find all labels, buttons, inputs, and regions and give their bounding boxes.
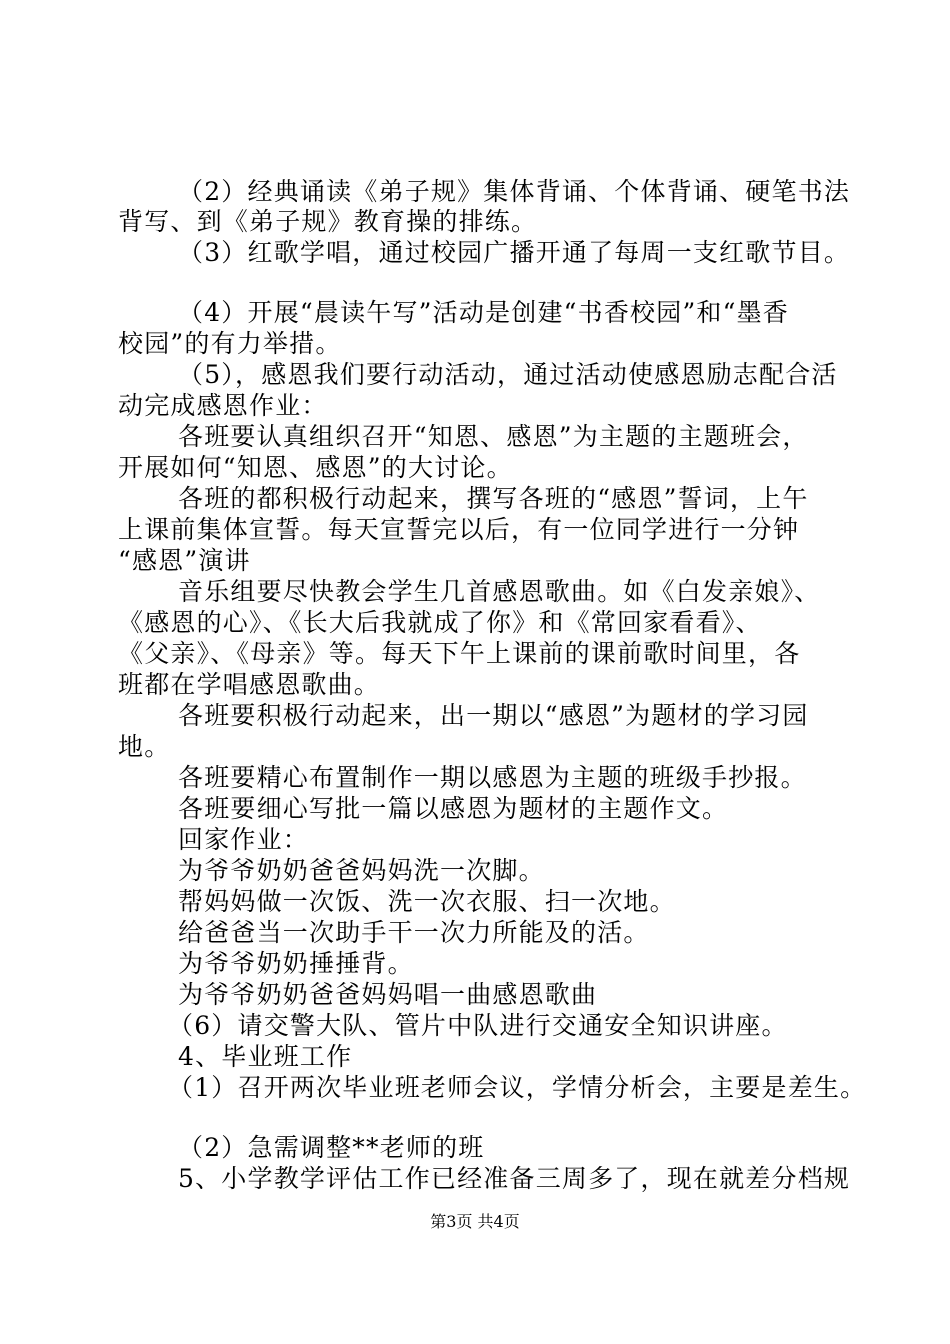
- text-line: 音乐组要尽快教会学生几首感恩歌曲。如《白发亲娘》、: [178, 577, 821, 606]
- text-line: （6）请交警大队、管片中队进行交通安全知识讲座。: [168, 1011, 788, 1040]
- text-line: 各班的都积极行动起来，撰写各班的“感恩”誓词，上午: [178, 484, 809, 513]
- text-line: 各班要精心布置制作一期以感恩为主题的班级手抄报。: [178, 763, 807, 792]
- text-line: 回家作业：: [178, 825, 310, 854]
- text-line: （1）召开两次毕业班老师会议，学情分析会，主要是差生。: [168, 1073, 867, 1102]
- text-line: （2）经典诵读《弟子规》集体背诵、个体背诵、硬笔书法: [178, 177, 851, 206]
- text-line: 开展如何“知恩、感恩”的大讨论。: [118, 453, 513, 482]
- text-line: 班都在学唱感恩歌曲。: [118, 670, 381, 699]
- text-line: （2）急需调整**老师的班: [178, 1133, 485, 1162]
- text-line: （4）开展“晨读午写”活动是创建“书香校园”和“墨香: [178, 298, 790, 327]
- text-line: 给爸爸当一次助手干一次力所能及的活。: [178, 918, 650, 947]
- text-line: 校园”的有力举措。: [118, 329, 342, 358]
- text-line: 动完成感恩作业：: [118, 391, 328, 420]
- text-line: （5），感恩我们要行动活动，通过活动使感恩励志配合活: [178, 360, 838, 389]
- page-footer: 第3页 共4页: [430, 1212, 520, 1231]
- text-line: 《父亲》、《母亲》等。每天下午上课前的课前歌时间里，各: [118, 639, 801, 668]
- text-line: “感恩”演讲: [118, 546, 251, 575]
- text-line: 上课前集体宣誓。每天宣誓完以后，有一位同学进行一分钟: [118, 515, 800, 544]
- text-line: 为爷爷奶奶爸爸妈妈唱一曲感恩歌曲: [178, 980, 598, 1009]
- text-line: 为爷爷奶奶爸爸妈妈洗一次脚。: [178, 856, 545, 885]
- text-line: 各班要细心写批一篇以感恩为题材的主题作文。: [178, 794, 729, 823]
- text-line: 4、毕业班工作: [178, 1042, 353, 1071]
- text-line: 各班要积极行动起来，出一期以“感恩”为题材的学习园: [178, 701, 809, 730]
- text-line: 背写、到《弟子规》教育操的排练。: [118, 207, 538, 236]
- text-line: 为爷爷奶奶捶捶背。: [178, 949, 414, 978]
- text-line: （3）红歌学唱，通过校园广播开通了每周一支红歌节目。: [178, 238, 851, 267]
- text-line: 帮妈妈做一次饭、洗一次衣服、扫一次地。: [178, 887, 676, 916]
- text-line: 《感恩的心》、《长大后我就成了你》和《常回家看看》、: [118, 608, 762, 637]
- text-line: 5、小学教学评估工作已经准备三周多了，现在就差分档规: [178, 1164, 851, 1193]
- text-line: 地。: [118, 732, 171, 761]
- text-line: 各班要认真组织召开“知恩、感恩”为主题的主题班会，: [178, 422, 809, 451]
